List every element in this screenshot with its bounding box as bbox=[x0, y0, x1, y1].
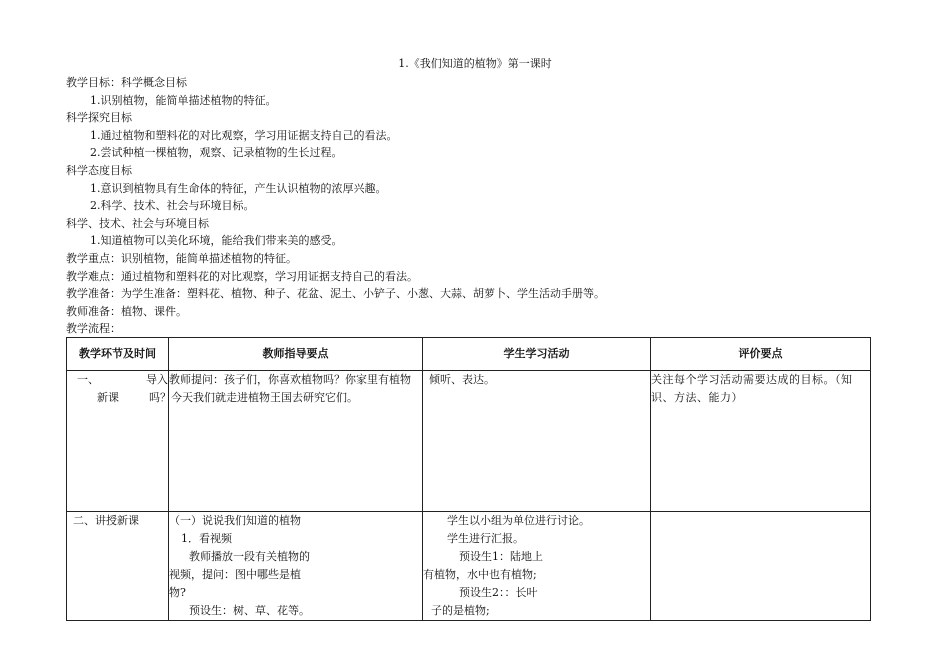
intro-line: 科学态度目标 bbox=[66, 163, 132, 177]
intro-line: 科学、技术、社会与环境目标 bbox=[66, 216, 209, 230]
student-activity-cell bbox=[423, 371, 651, 512]
student-line: 学生进行汇报。 bbox=[447, 532, 524, 545]
header-student-activity: 学生学习活动 bbox=[423, 338, 651, 371]
intro-line: 教学目标：科学概念目标 bbox=[66, 76, 187, 89]
stage-number: 一、 bbox=[77, 373, 99, 386]
intro-line: 1.识别植物，能简单描述植物的特征。 bbox=[90, 93, 277, 107]
stage-name-part: 新课 bbox=[97, 391, 119, 404]
header-evaluation: 评价要点 bbox=[651, 338, 871, 371]
intro-line: 1.通过植物和塑料花的对比观察，学习用证据支持自己的看法。 bbox=[90, 128, 398, 142]
lesson-intro bbox=[66, 74, 906, 338]
table-row bbox=[67, 371, 871, 512]
header-teacher-guidance: 教师指导要点 bbox=[169, 338, 423, 371]
teacher-guidance-cell bbox=[169, 512, 423, 621]
evaluation-text: 关注每个学习活动需要达成的目标。（知识、方法、能力） bbox=[651, 373, 853, 404]
evaluation-cell bbox=[651, 371, 871, 512]
teacher-text: 教师提问：孩子们，你喜欢植物吗？你家里有植物吗？今天我们就走进植物王国去研究它们。 bbox=[149, 373, 411, 404]
table-header-row bbox=[67, 338, 871, 371]
intro-line: 教学流程： bbox=[66, 322, 121, 336]
lesson-title: 1.《我们知道的植物》第一课时 bbox=[398, 57, 552, 70]
intro-line: 1.知道植物可以美化环境，能给我们带来美的感受。 bbox=[90, 234, 343, 248]
student-line: 预设生2：：长叶 bbox=[459, 586, 538, 599]
intro-line: 教学重点：识别植物，能简单描述植物的特征。 bbox=[66, 251, 297, 265]
evaluation-cell bbox=[651, 512, 871, 621]
stage-name-part: 导入 bbox=[146, 373, 168, 386]
stage-name: 二、讲授新课 bbox=[73, 514, 139, 527]
intro-line: 教师准备：植物、课件。 bbox=[66, 304, 187, 318]
student-line: 学生以小组为单位进行讨论。 bbox=[447, 514, 590, 527]
intro-line: 2.尝试种植一棵植物，观察、记录植物的生长过程。 bbox=[90, 146, 343, 160]
teaching-flow-table bbox=[66, 337, 871, 621]
student-activity-cell bbox=[423, 512, 651, 621]
header-stage-time: 教学环节及时间 bbox=[67, 338, 169, 371]
teacher-line: 预设生：树、草、花等。 bbox=[189, 604, 310, 617]
intro-line: 1.意识到植物具有生命体的特征，产生认识植物的浓厚兴趣。 bbox=[90, 181, 387, 195]
student-line: 有植物，水中也有植物; bbox=[423, 568, 537, 581]
teacher-line: 教师播放一段有关植物的 bbox=[189, 550, 310, 563]
table-row bbox=[67, 512, 871, 621]
student-line: 子的是植物; bbox=[431, 604, 490, 617]
teacher-line: 物? bbox=[169, 586, 186, 599]
intro-line: 2.科学、技术、社会与环境目标。 bbox=[90, 199, 255, 213]
teacher-line: 视频，提问：图中哪些是植 bbox=[169, 568, 301, 581]
student-line: 预设生1：陆地上 bbox=[459, 550, 543, 563]
intro-line: 教学准备：为学生准备：塑料花、植物、种子、花盆、泥土、小铲子、小葱、大蒜、胡萝卜、学生活动手册等。 bbox=[66, 287, 605, 301]
intro-line: 教学难点：通过植物和塑料花的对比观察，学习用证据支持自己的看法。 bbox=[66, 269, 418, 283]
teacher-line: 1．看视频 bbox=[181, 532, 232, 545]
student-text: 倾听、表达。 bbox=[429, 373, 495, 386]
teacher-line: （一）说说我们知道的植物 bbox=[169, 514, 301, 527]
intro-line: 科学探究目标 bbox=[66, 111, 132, 125]
stage-cell bbox=[67, 512, 169, 621]
